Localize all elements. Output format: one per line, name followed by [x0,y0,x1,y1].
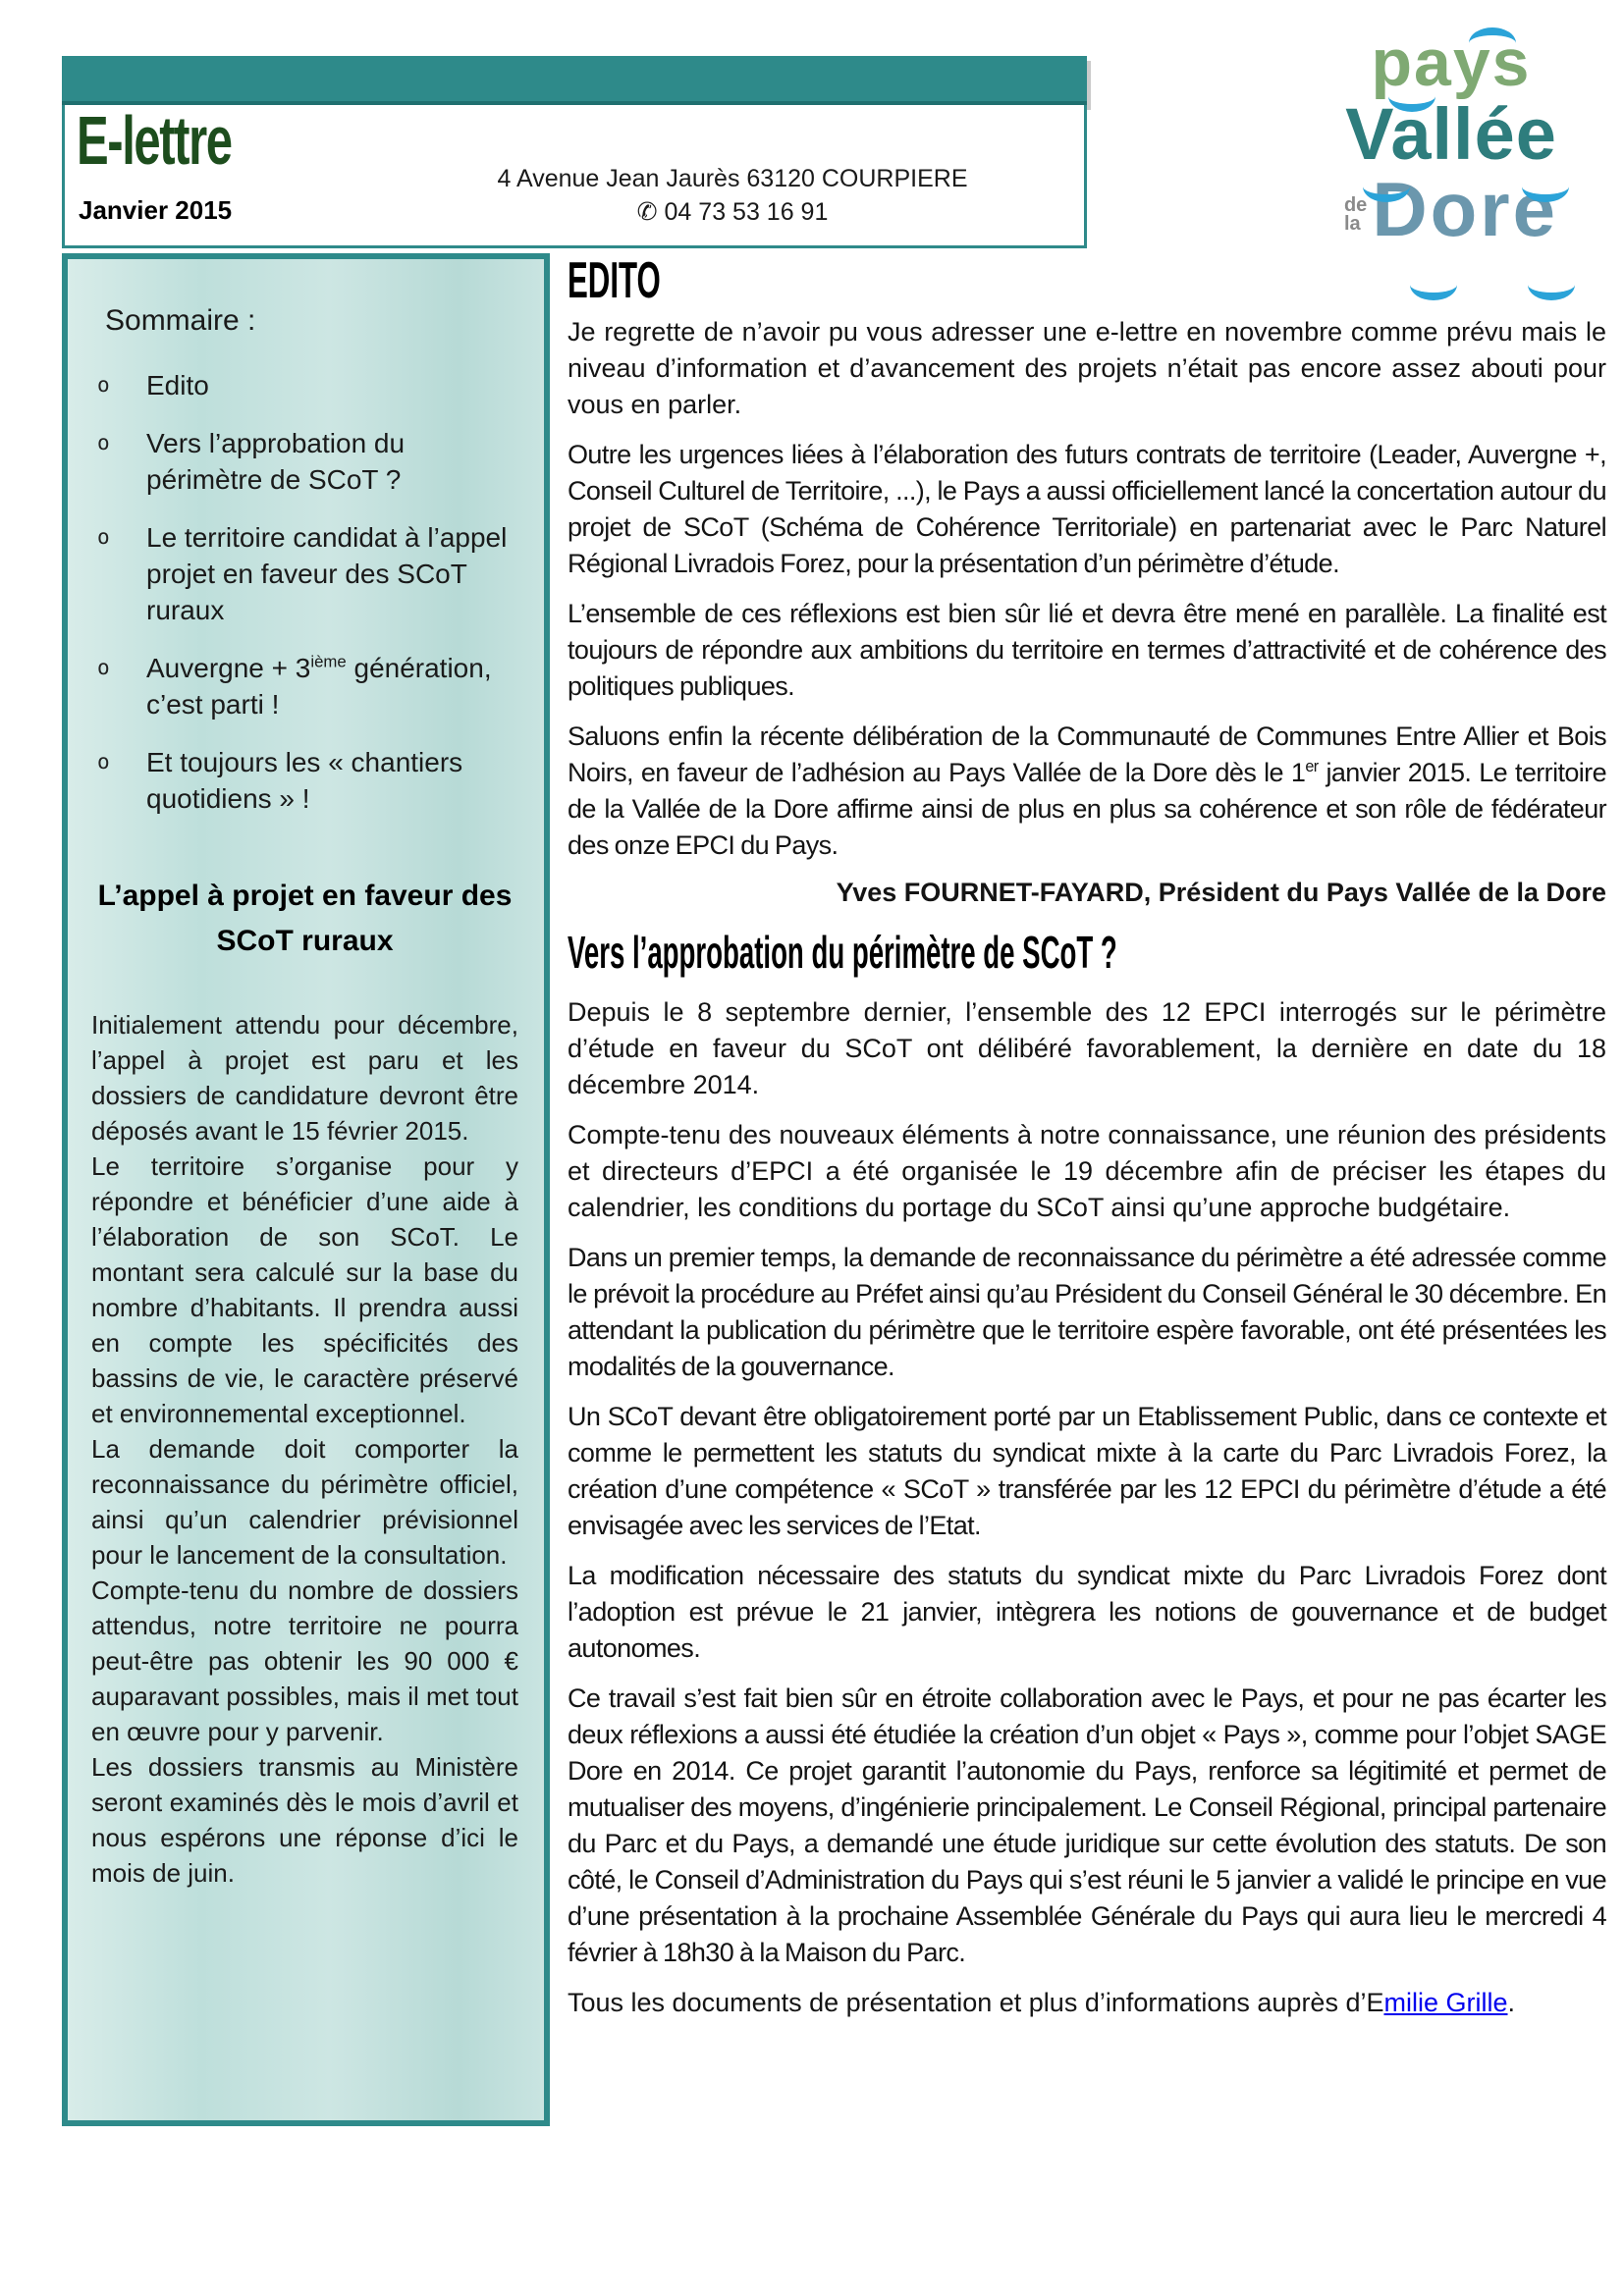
section-paragraph: Compte-tenu des nouveaux éléments à notre connaissance, une réunion des présidents et directeurs d’EPCI a été organisée le 19 décembre afin de préciser les étapes du calendrier, les conditions du portage du SCoT ainsi qu’une approche budgétaire. [568,1120,1606,1222]
contact-link-emilie-grille[interactable]: milie Grille [1383,1988,1508,2017]
toc-item-approbation-perimetre [91,425,518,498]
contact-text: Tous les documents de présentation et plus d’informations auprès d’E [568,1988,1384,2017]
edito-paragraph [568,719,1606,864]
edito-paragraph: L’ensemble de ces réflexions est bien sûr lié et devra être mené en parallèle. La finalité est toujours de répondre aux ambitions du territoire en termes d’attractivité et de cohérence des politiques publiques. [568,599,1606,701]
phone-icon: ✆ [636,198,658,226]
logo-word-de-la [1344,196,1367,240]
sidebar-article-paragraph: Compte-tenu du nombre de dossiers attendus, notre territoire ne pourra peut-être pas obtenir les 90 000 € auparavant possibles, mais il met tout en œuvre pour y parvenir. [91,1575,518,1746]
edito-paragraph: Je regrette de n’avoir pu vous adresser une e-lettre en novembre comme prévu mais le niveau d’information et d’avancement des projets n’était pas encore assez abouti pour vous en parler. [568,317,1606,419]
section-title-text: Vers l’approbation du périmètre de SCoT ? [568,927,1117,978]
logo-word-pays: pays [1371,26,1532,100]
toc-item-edito [91,367,518,403]
toc-item-label: Edito [146,370,209,400]
summary-title: Sommaire : [105,304,256,337]
superscript: ième [310,652,347,671]
section-paragraph: La modification nécessaire des statuts du syndicat mixte du Parc Livradois Forez dont l’adoption est prévue le 21 janvier, intègrera les notions de gouvernance et de budget autonomes. [568,1561,1606,1663]
logo-word-la: la [1343,213,1361,235]
header-accent-bar [62,56,1087,105]
bullet-icon: o [97,431,110,454]
section-title [568,928,1606,977]
toc-item-label: génération, c’est parti ! [146,653,492,720]
sidebar-article [91,874,518,1891]
sidebar-article-paragraph: La demande doit comporter la reconnaissance du périmètre officiel, ainsi qu’un calendrier prévisionnel pour le lancement de la consultation. [91,1434,518,1570]
superscript: er [1305,758,1319,775]
logo-word-dore: Dore [1372,166,1559,252]
sidebar-article-title: L’appel à projet en faveur des SCoT ruraux [97,880,513,957]
edito-paragraph: Outre les urgences liées à l’élaboration des futurs contrats de territoire (Leader, Auvergne +, Conseil Culturel de Territoire, ...), le Pays a aussi officiellement lancé la concertation autour du projet de SCoT (Schéma de Cohérence Territoriale) en partenariat avec le Parc Naturel Régional Livradois Forez, pour la présentation d’un périmètre d’étude. [568,440,1606,578]
bullet-icon: o [97,750,110,774]
toc-item-label: Et toujours les « chantiers quotidiens » ! [146,747,463,814]
issue-date: Janvier 2015 [79,195,233,225]
edito-signature: Yves FOURNET-FAYARD, Président du Pays Vallée de la Dore [836,878,1606,907]
section-paragraph: Depuis le 8 septembre dernier, l’ensemble des 12 EPCI interrogés sur le périmètre d’étude en faveur du SCoT ont délibéré favorablement, la dernière en date du 18 décembre 2014. [568,997,1606,1099]
sidebar [62,253,550,2126]
header-box [62,102,1087,248]
address-block [389,162,1076,229]
edito-paragraph-text: Saluons enfin la récente délibération de la Communauté de Communes Entre Allier et Bois Noirs, en faveur de l’adhésion au Pays Vallée de la Dore dès le 1 [568,721,1606,787]
toc-item-auvergne-3eme [91,650,518,722]
sidebar-article-paragraph: Le territoire s’organise pour y répondre et bénéficier d’une aide à l’élaboration de son SCoT. Le montant sera calculé sur la base du nombre d’habitants. Il prendra aussi en compte les spécificités des bassins de vie, le caractère préservé et environnemental exceptionnel. [91,1151,518,1428]
logo-word-de: de [1343,194,1368,216]
edito-title [568,252,1606,309]
logo-word-vallee: Vallée [1345,93,1557,175]
sidebar-article-paragraph: Les dossiers transmis au Ministère seront examinés dès le mois d’avril et nous espérons une réponse d’ici le mois de juin. [91,1752,518,1888]
page-title: E-lettre [77,102,232,179]
main-column [568,252,1606,2035]
contact-text: . [1507,1988,1516,2017]
address-line: 4 Avenue Jean Jaurès 63120 COURPIERE [497,165,968,192]
sidebar-article-paragraph: Initialement attendu pour décembre, l’appel à projet est paru et les dossiers de candidature devront être déposés avant le 15 février 2015. [91,1010,518,1146]
section-paragraph: Dans un premier temps, la demande de reconnaissance du périmètre a été adressée comme le prévoit la procédure au Préfet ainsi qu’au Président du Conseil Général le 30 décembre. En attendant la publication du périmètre que le territoire espère favorable, ont été présentées les modalités de la gouvernance. [568,1243,1606,1381]
edito-paragraph-text: janvier 2015. Le territoire de la Vallée de la Dore affirme ainsi de plus en plus sa cohérence et son rôle de fédérateur des onze EPCI du Pays. [568,758,1606,860]
toc-item-chantiers-quotidiens [91,744,518,817]
toc-item-label: Auvergne + 3 [146,653,311,683]
section-paragraph: Un SCoT devant être obligatoirement porté par un Etablissement Public, dans ce contexte et comme le permettent les statuts du syndicat mixte à la carte du Parc Livradois Forez, la création d’une compétence « SCoT » transférée par les 12 EPCI du périmètre d’étude a été envisagée avec les services de l’Etat. [568,1402,1606,1540]
toc-item-territoire-candidat [91,519,518,628]
phone-number: 04 73 53 16 91 [664,198,829,226]
toc-item-label: Le territoire candidat à l’appel projet en faveur des SCoT ruraux [146,522,508,625]
contact-paragraph [568,1985,1606,2021]
toc-item-label: Vers l’approbation du périmètre de SCoT ? [146,428,406,495]
edito-title-text: EDITO [568,252,661,309]
phone-line [389,195,1076,229]
bullet-icon: o [97,373,110,397]
logo-wave-icon [1469,27,1516,51]
bullet-icon: o [97,525,110,549]
section-paragraph: Ce travail s’est fait bien sûr en étroite collaboration avec le Pays, et pour ne pas écarter les deux réflexions a aussi été étudiée la création d’un objet « Pays », comme pour l’objet SAGE Dore en 2014. Ce projet garantit l’autonomie du Pays, renforce sa légitimité et permet de mutualiser des moyens, d’ingénierie principalement. Le Conseil Régional, principal partenaire du Parc et du Pays, a demandé une étude juridique sur cette évolution des statuts. De son côté, le Conseil d’Administration du Pays qui s’est réuni le 5 janvier a validé le principe en vue d’une présentation à la prochaine Assemblée Générale du Pays qui aura lieu le mercredi 4 février à 18h30 à la Maison du Parc. [568,1683,1606,1967]
bullet-icon: o [97,656,110,679]
